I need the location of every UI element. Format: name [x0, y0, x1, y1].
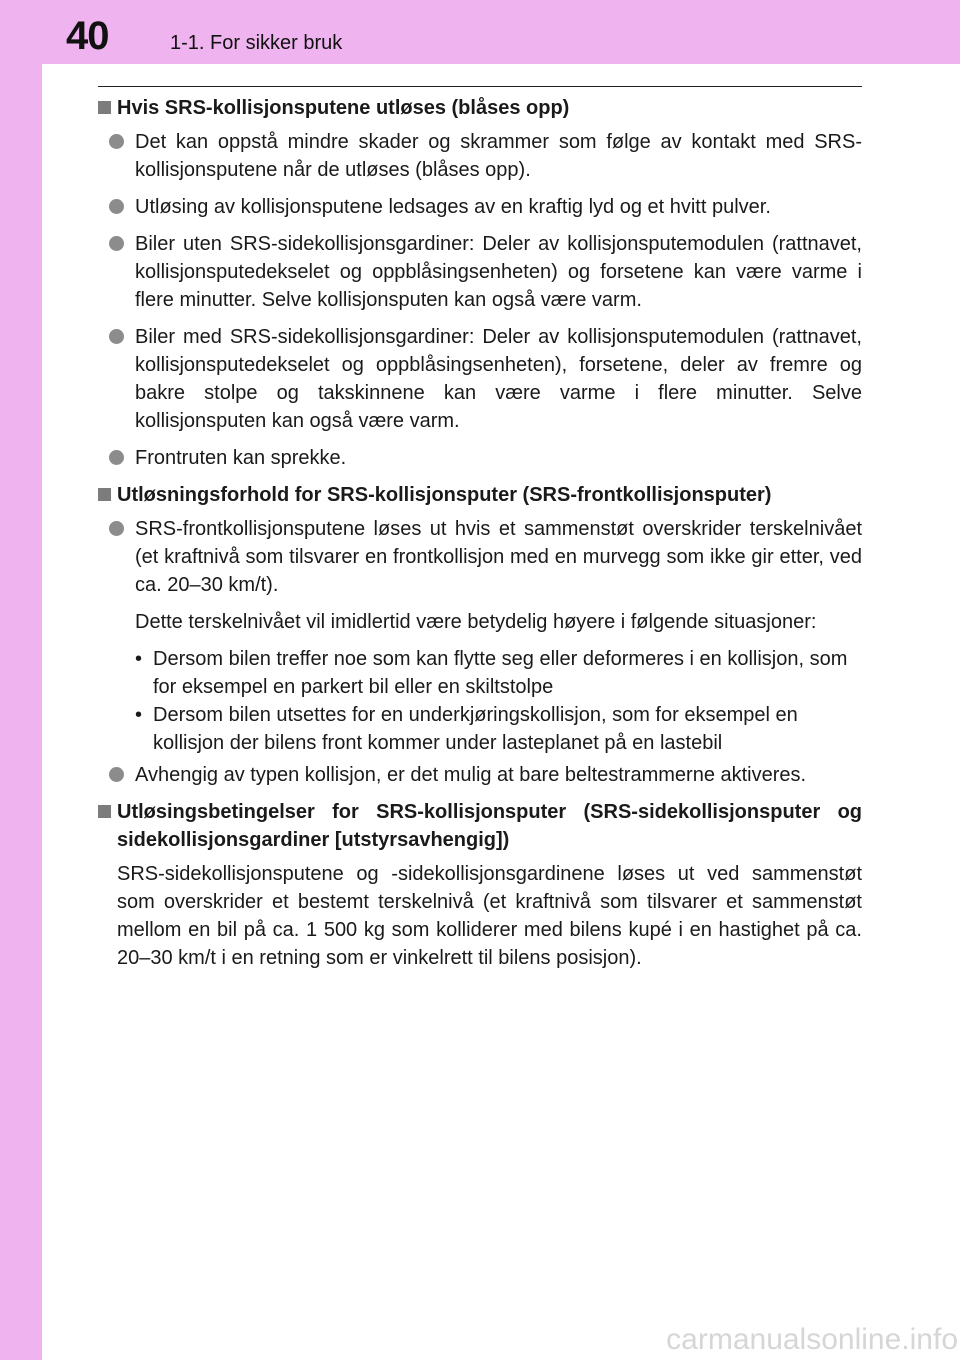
section-heading: Hvis SRS-kollisjonsputene utløses (blåses opp) [98, 94, 862, 122]
sub-list-item: • Dersom bilen utsettes for en underkjøringskollisjon, som for eksempel en kollisjon der bilens front kommer under lasteplanet på en lastebil [98, 701, 862, 757]
sub-list [98, 645, 862, 757]
sub-list-item: • Dersom bilen treffer noe som kan flytte seg eller deformeres i en kollisjon, som for eksempel en parkert bil eller en skiltstolpe [98, 645, 862, 701]
chapter-side-tab [0, 0, 42, 1360]
circle-bullet-icon [109, 199, 124, 214]
circle-bullet-icon [109, 134, 124, 149]
list-item: Biler uten SRS-sidekollisjonsgardiner: Deler av kollisjonsputemodulen (rattnavet, kollisjonsputedekselet og oppblåsingsenheten) og forsetene kan være varme i flere minutter. Selve kollisjonsputen kan også være varm. [98, 230, 862, 314]
section-heading: Utløsingsbetingelser for SRS-kollisjonsputer (SRS-sidekollisjonsputer og sidekollisjonsgardiner [utstyrsavhengig]) [98, 798, 862, 854]
square-bullet-icon [98, 101, 111, 114]
list-item: Frontruten kan sprekke. [98, 444, 862, 472]
circle-bullet-icon [109, 521, 124, 536]
list-item: Avhengig av typen kollisjon, er det mulig at bare beltestrammerne aktiveres. [98, 761, 862, 789]
circle-bullet-icon [109, 450, 124, 465]
square-bullet-icon [98, 805, 111, 818]
list-item: SRS-frontkollisjonsputene løses ut hvis et sammenstøt overskrider terskelnivået (et kraftnivå som tilsvarer en frontkollisjon med en murvegg som ikke gir etter, ved ca. 20–30 km/t). [98, 515, 862, 599]
list-item: Biler med SRS-sidekollisjonsgardiner: Deler av kollisjonsputemodulen (rattnavet, kollisjonsputedekselet og oppblåsingsenheten), forsetene, deler av fremre og bakre stolpe og takskinnene kan være varme i flere minutter. Selve kollisjonsputen kan også være varm. [98, 323, 862, 435]
header-divider [98, 86, 862, 87]
list-item: Utløsing av kollisjonsputene ledsages av en kraftig lyd og et hvitt pulver. [98, 193, 862, 221]
watermark: carmanualsonline.info [666, 1323, 958, 1356]
page-header [42, 0, 960, 64]
page-body [98, 94, 862, 981]
paragraph: Dette terskelnivået vil imidlertid være betydelig høyere i følgende situasjoner: [135, 611, 817, 633]
dot-bullet-icon: • [135, 648, 143, 670]
dot-bullet-icon: • [135, 704, 143, 726]
section-heading: Utløsningsforhold for SRS-kollisjonsputer (SRS-frontkollisjonsputer) [98, 481, 862, 509]
circle-bullet-icon [109, 236, 124, 251]
page-number: 40 [66, 14, 109, 58]
paragraph: SRS-sidekollisjonsputene og -sidekollisjonsgardinene løses ut ved sammenstøt som overskrider et bestemt terskelnivå (et kraftnivå som tilsvarer et sammenstøt mellom en bil på ca. 1 500 kg som kolliderer med bilens kupé i en hastighet på ca. 20–30 km/t i en retning som er vinkelrett til bilens posisjon). [117, 863, 862, 969]
square-bullet-icon [98, 488, 111, 501]
list-item: Det kan oppstå mindre skader og skrammer som følge av kontakt med SRS-kollisjonsputene når de utløses (blåses opp). [98, 128, 862, 184]
circle-bullet-icon [109, 329, 124, 344]
section-title: 1-1. For sikker bruk [170, 32, 343, 54]
circle-bullet-icon [109, 767, 124, 782]
